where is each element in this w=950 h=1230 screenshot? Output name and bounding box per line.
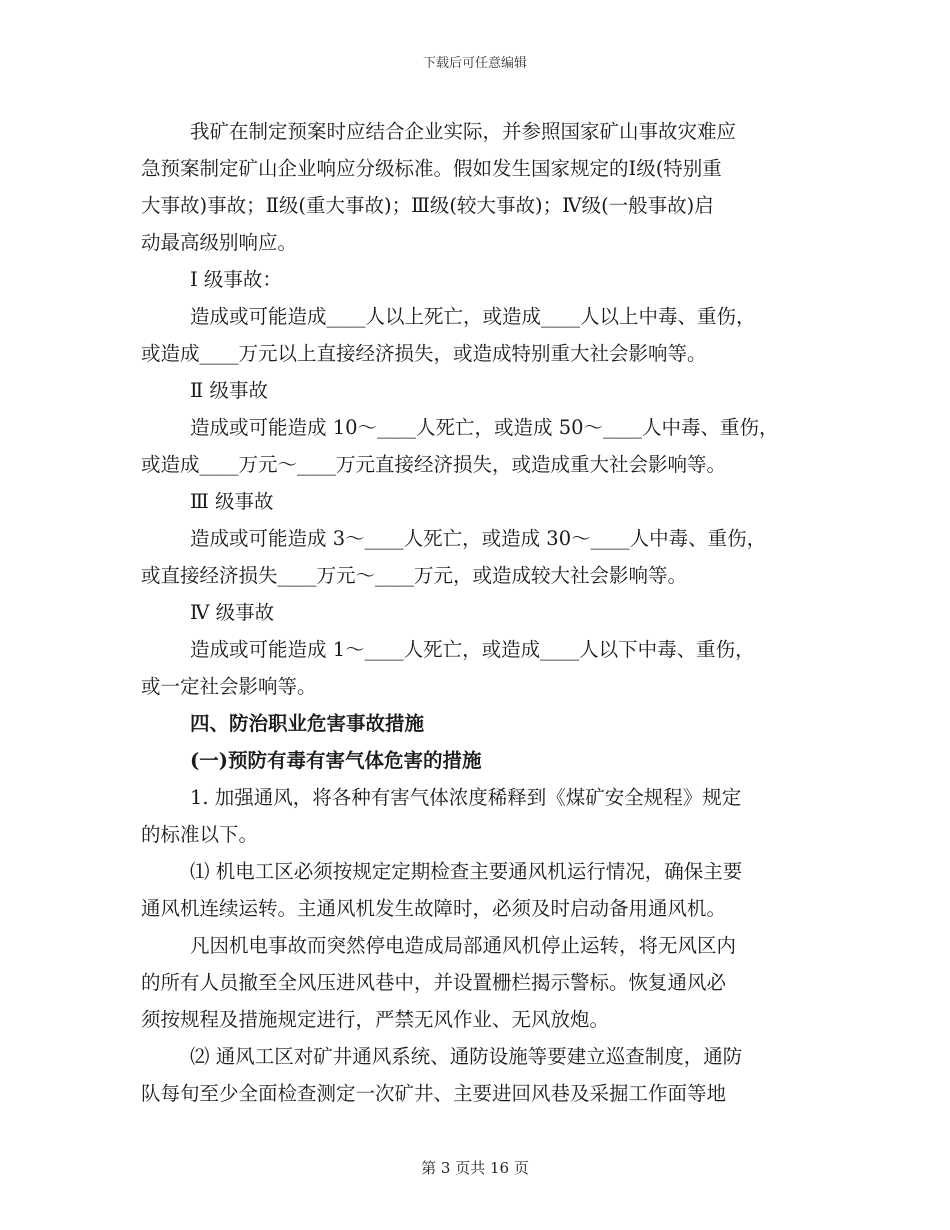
paragraph-line: 通风机连续运转。主通风机发生故障时，必须及时启动备用通风机。 (141, 897, 727, 920)
paragraph-line: 或一定社会影响等。 (141, 675, 317, 698)
paragraph-line: 的所有人员撤至全风压进风巷中，并设置栅栏揭示警标。恢复通风必 (141, 971, 727, 994)
subsection-heading: (一)预防有毒有害气体危害的措施 (190, 749, 482, 772)
paragraph-line: 1. 加强通风，将各种有害气体浓度稀释到《煤矿安全规程》规定 (190, 786, 742, 809)
paragraph-line: 或直接经济损失____万元～____万元，或造成较大社会影响等。 (141, 564, 688, 587)
paragraph-line: 大事故)事故；Ⅱ级(重大事故)；Ⅲ级(较大事故)；Ⅳ级(一般事故)启 (141, 194, 714, 217)
paragraph-line: 造成或可能造成 10～____人死亡，或造成 50～____人中毒、重伤， (190, 416, 779, 439)
paragraph-line: 造成或可能造成____人以上死亡，或造成____人以上中毒、重伤， (190, 305, 756, 328)
paragraph-line: ⑴ 机电工区必须按规定定期检查主要通风机运行情况，确保主要 (190, 860, 743, 883)
paragraph-line: 动最高级别响应。 (141, 231, 298, 254)
level-heading: Ⅳ 级事故 (190, 601, 275, 624)
paragraph-line: ⑵ 通风工区对矿井通风系统、通防设施等要建立巡查制度，通防 (190, 1045, 743, 1068)
paragraph-line: 或造成____万元～____万元直接经济损失，或造成重大社会影响等。 (141, 453, 727, 476)
paragraph-line: 造成或可能造成 3～____人死亡，或造成 30～____人中毒、重伤， (190, 527, 767, 550)
paragraph-line: 我矿在制定预案时应结合企业实际，并参照国家矿山事故灾难应 (190, 120, 737, 143)
paragraph-line: 急预案制定矿山企业响应分级标准。假如发生国家规定的Ⅰ级(特别重 (141, 157, 722, 180)
page-header: 下载后可任意编辑 (422, 56, 527, 71)
page-footer: 第 3 页共 16 页 (421, 1159, 529, 1177)
paragraph-line: 的标准以下。 (141, 823, 259, 846)
paragraph-line: 须按规程及措施规定进行，严禁无风作业、无风放炮。 (141, 1008, 610, 1031)
level-heading: Ⅱ 级事故 (190, 379, 268, 402)
level-heading: Ⅰ 级事故： (190, 268, 282, 291)
paragraph-line: 队每旬至少全面检查测定一次矿井、主要进回风巷及采掘工作面等地 (141, 1082, 727, 1105)
paragraph-line: 或造成____万元以上直接经济损失，或造成特别重大社会影响等。 (141, 342, 707, 365)
level-heading: Ⅲ 级事故 (190, 490, 274, 513)
paragraph-line: 造成或可能造成 1～____人死亡，或造成____人以下中毒、重伤， (190, 638, 755, 661)
section-heading: 四、防治职业危害事故措施 (190, 712, 425, 735)
paragraph-line: 凡因机电事故而突然停电造成局部通风机停止运转，将无风区内 (190, 934, 737, 957)
